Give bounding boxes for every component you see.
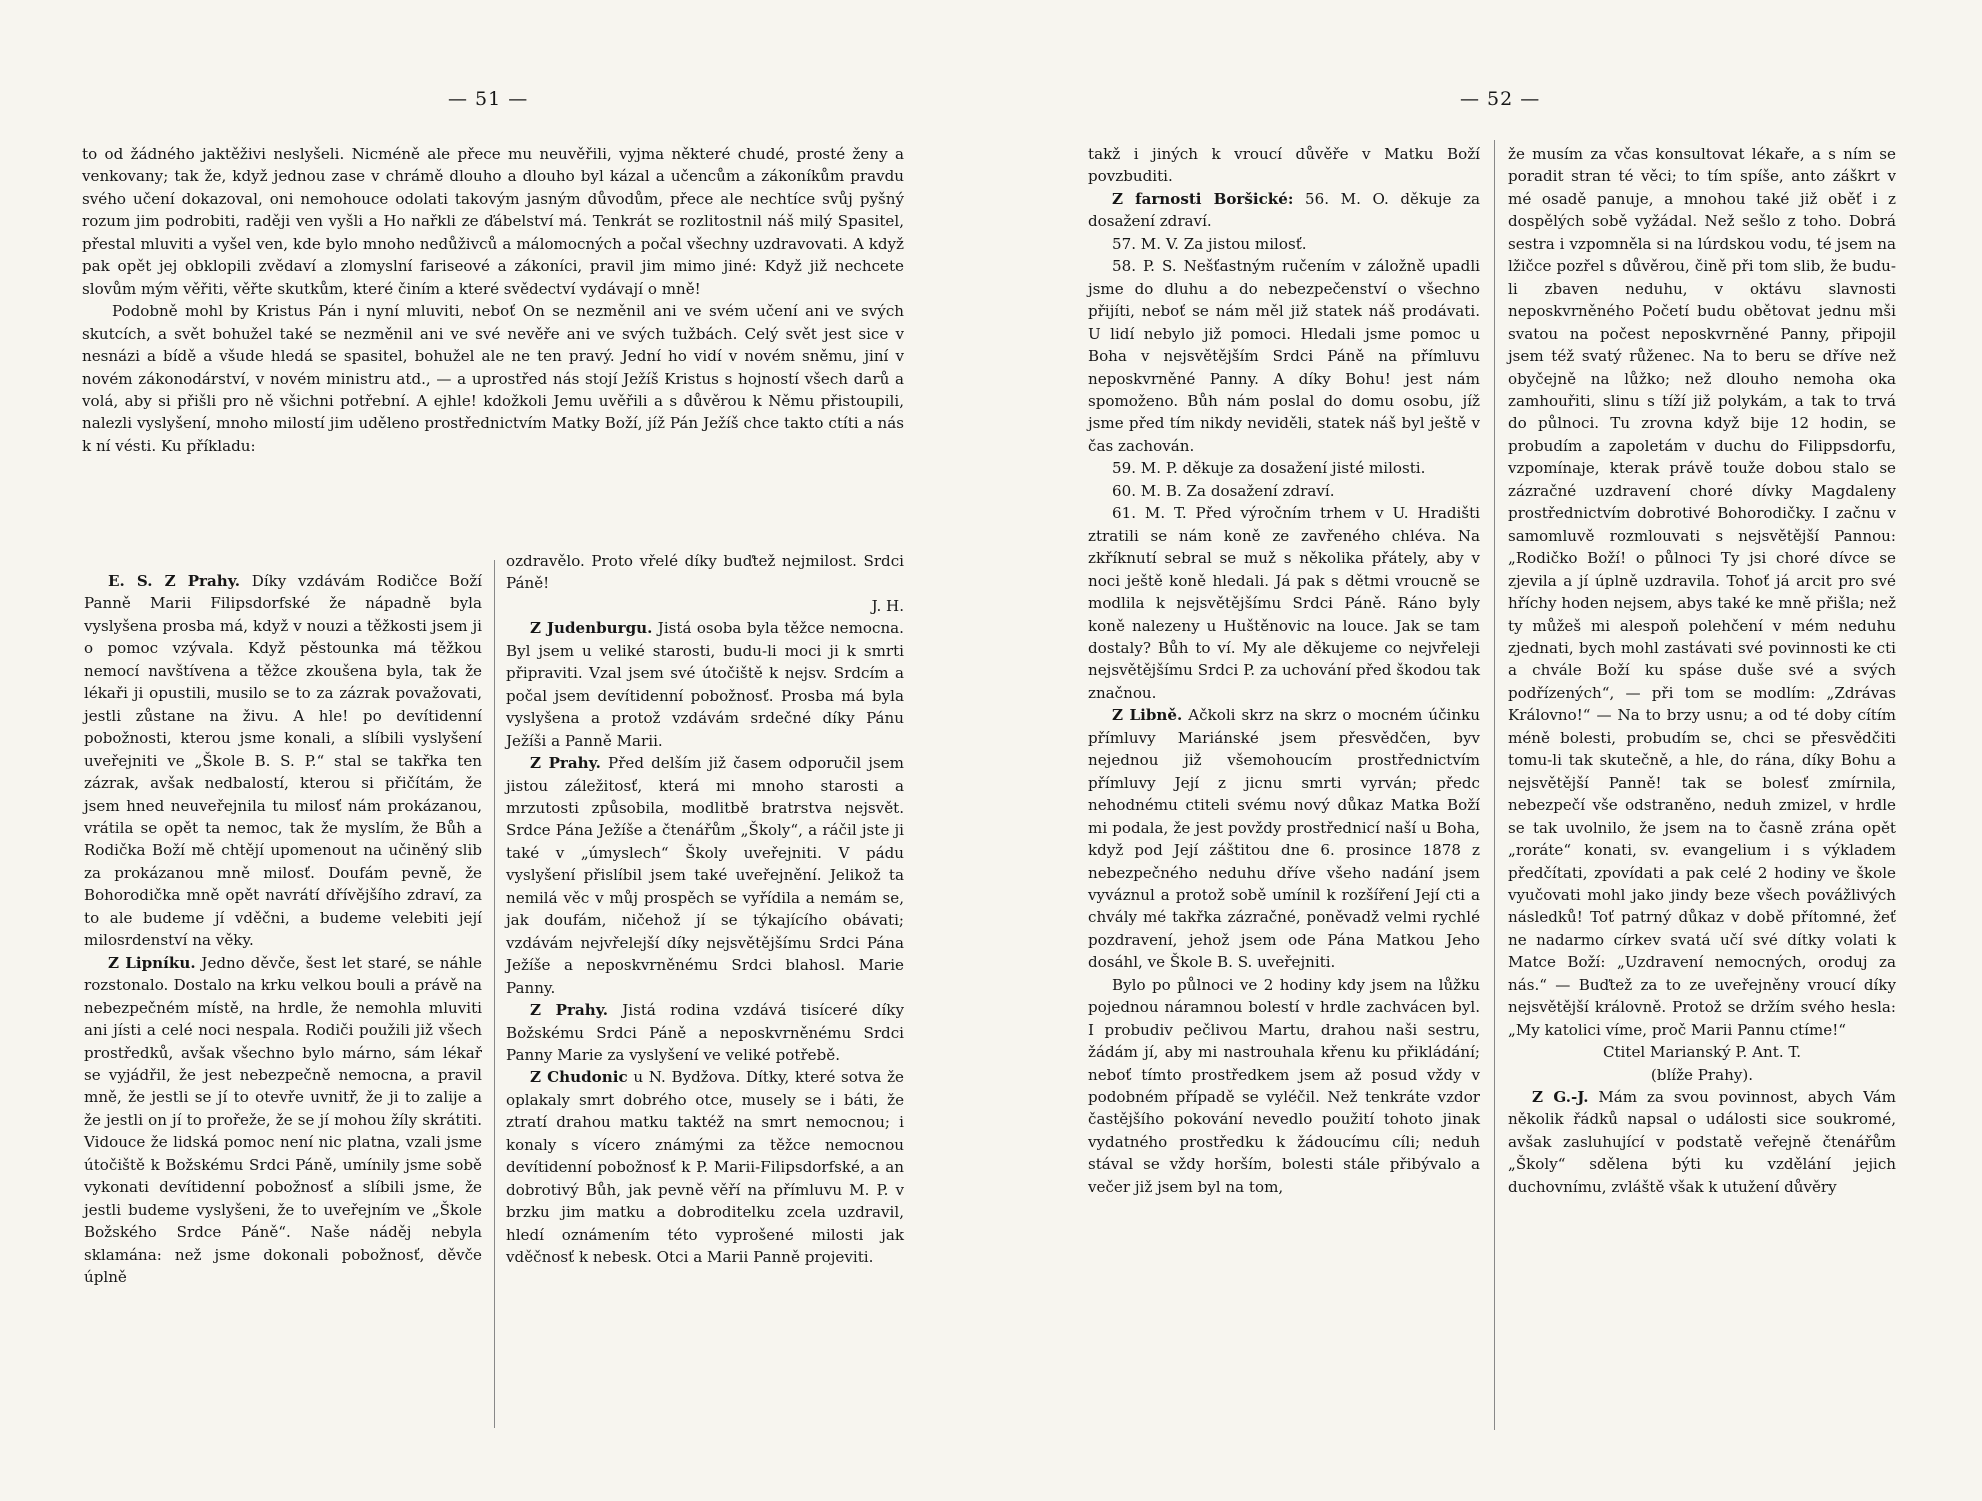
intro-paragraph-2: Podobně mohl by Kristus Pán i nyní mluviti, neboť On se nezměnil ani ve svém učení ani ve svých skutcích, a svět bohužel také se nezměnil ani ve své nevěře ani ve svých tužbách. Celý svět jest sice v nesnázi a bídě a všude hledá se spasitel, bohužel ale ne ten pravý. Jední ho vidí v novém sněmu, jiní v novém zákonodárství, v novém ministru atd., — a uprostřed nás stojí Ježíš Kristus s hojností všech darů a volá, aby si přišli pro ně všichni potřební. A ejhle! kdožkoli Jemu uvěřili a s důvěrou k Němu přistoupili, nalezli vyslyšení, mnoho milostí jim uděleno prostřednictvím Matky Boží, jíž Pán Ježíš chce takto ctíti a nás k ní vésti. Ku příkladu:: [82, 302, 904, 455]
left-intro: [82, 143, 904, 457]
text-z-libne-2: Bylo po půlnoci ve 2 hodiny kdy jsem na lůžku pojednou náramnou bolestí v hrdle zachvácen byl. I probudiv pečlivou Martu, drahou naši sestru, žádám jí, aby mi nastrouhala křenu ku přikládání; neboť tímto prostředkem jsem až posud vždy v podobném případě se vyléčil. Než tenkráte vzdor častějšího pokování nevedlo použití tohoto jinak vydatného prostředku k žádoucímu cíli; neduh stával se vždy horším, bolesti stále přibývalo a večer již jsem byl na tom,: [1088, 975, 1480, 1196]
text-z-g-j: Mám za svou povinnost, abych Vám několik řádků napsal o události sice soukromé, avšak zasluhující v podstatě veřejně čtenářům „Školy“ sdělena býti ku vzdělání jejich duchovnímu, zvláště však k utužení důvěry: [1508, 1088, 1896, 1196]
heading-z-lipniku: Z Lipníku.: [108, 953, 196, 972]
text-z-lipniku: Jedno děvče, šest let staré, se náhle rozstonalo. Dostalo na krku velkou bouli a právě na nebezpečném místě, na hrdle, že nemohla mluviti ani jísti a celé noci nespala. Rodiči použili již všech prostředků, avšak všechno bylo márno, sám lékař se vyjádřil, že jest nebezpečně nemocna, a pravil mně, že jestli se jí to otevře uvnitř, že ji to zalije a že jestli on jí to prořeže, že se jí mohou žíly skrátiti. Vidouce že lidská pomoc není nic platna, vzali jsme útočiště k Božskému Srdci Páně, umínily jsme sobě vykonati devítidenní pobožnosť a slíbili jsme, že jestli budeme vyslyšeni, že to uveřejním ve „Škole Božského Srdce Páně“. Naše náděj nebyla sklamána: než jsme dokonali pobožnosť, děvče úplně: [84, 953, 482, 1287]
heading-e-s-z-prahy: E. S. Z Prahy.: [108, 572, 241, 590]
left-column-1: [84, 570, 482, 1289]
column-divider-right: [1494, 140, 1495, 1430]
text-z-prahy-2: Před delším již časem odporučil jsem jistou záležitosť, která mi mnoho starosti a mrzutosti způsobila, modlitbě bratrstva nejsvět. Srdce Pána Ježíše a čtenářům „Školy“, a ráčil jste ji také v „úmyslech“ Školy uveřejniti. V pádu vyslyšení přislíbil jsem také uveřejnění. Jelikož ta nemilá věc v můj prospěch se vyřídila a nemám se, jak doufám, ničehož jí se týkajícího obávati; vzdávám nejvřelejší díky nejsvětějšímu Srdci Pána Ježíše a neposkvrněnému Srdci blahosl. Marie Panny.: [506, 754, 904, 997]
left-column-2: [506, 550, 904, 1269]
heading-z-libne: Z Libně.: [1112, 706, 1183, 725]
text-z-farnosti-borsicke: 56. M. O. děkuje za dosažení zdraví.: [1088, 189, 1480, 231]
text-continuation-1: ozdravělo. Proto vřelé díky buďtež nejmilost. Srdci Páně!: [506, 552, 904, 593]
text-right-column-2: že musím za včas konsultovat lékaře, a s ním se poradit stran té věci; to tím spíše, anto záškrt v mé osadě panuje, a mnohou také již oběť i z dospělých sobě vyžádal. Než sešlo z toho. Dobrá sestra i vzpomněla si na lúrdskou vodu, té jsem na lžičce pozřel s důvěrou, čině při tom slib, že budu-li zbaven neduhu, v oktávu slavnosti neposkvrněného Početí budu obětovat jednu mši svatou na počest neposkvrněné Panny, připojil jsem též svatý růženec. Na to beru se dříve než obyčejně na lůžko; než dlouho nemoha oka zamhouřiti, slinu s tíží již polykám, a tak to trvá do půlnoci. Tu zrovna když bije 12 hodin, se probudím a zapoletám v duchu do Filippsdorfu, vzpomínaje, kterak právě touže dobou stalo se zázračné uzdravení choré dívky Magdaleny prostřednictvím dobrotivé Bohorodičky. I začnu v samomluvě rozmlouvati s nejsvětější Pannou: „Rodičko Boží! o půlnoci Ty jsi choré dívce se zjevila a jí úplně uzdravila. Tohoť já arcit pro své hříchy hoden nejsem, abys také ke mně přišla; než ty můžeš mi alespoň polehčení v mém neduhu zjednati, bych mohl zastávati své povinnosti ke cti a chvále Boží ku spáse duše své a svých podřízených“, — při tom se modlím: „Zdrávas Královno!“ — Na to brzy usnu; a od té doby cítím méně bolesti, probudím se, chci se přesvědčiti tomu-li tak skutečně, a hle, do rána, díky Bohu a nejsvětější Panně! tak se bolesť zmírnila, nebezpečí vše odstraněno, neduh zmizel, v hrdle se tak uvolnilo, že jsem na to časně zrána opět „roráte“ konati, sv. evangelium i s výkladem předčítati, zpovídati a pak celé 2 hodiny ve škole vyučovati mohl jako jindy beze všech povážlivých následků! Toť patrný důkaz v době přítomné, žeť ne nadarmo církev svatá učí své dítky volati k Matce Boží: „Uzdravení nemocných, oroduj za nás.“ — Buďtež za to ze uveřejněny vroucí díky nejsvětější královně. Protož se držím svého hesla: „My katolici víme, proč Marii Pannu ctíme!“: [1508, 145, 1896, 1039]
page-number-51: — 51 —: [448, 88, 529, 110]
heading-z-prahy-2: Z Prahy.: [530, 754, 601, 773]
right-column-2: [1508, 143, 1896, 1198]
heading-z-judenburgu: Z Judenburgu.: [530, 619, 653, 638]
text-e-s-z-prahy: Díky vzdávám Rodičce Boží Panně Marii Filipsdorfské že nápadně byla vyslyšena prosba má, když v nouzi a těžkosti jsem ji o pomoc vzývala. Když pěstounka má těžkou nemocí navštívena a těžce zkoušena byla, tak že lékaři ji opustili, musilo se to za zázrak považovati, jestli zůstane na živu. A hle! po devítidenní pobožnosti, kterou jsme konali, a slíbili vyslyšení uveřejniti ve „Škole B. S. P.“ stal se takřka ten zázrak, avšak nedbalostí, kterou si přičítám, že jsem hned neuveřejnila tu milosť nám prokázanou, vrátila se opět ta nemoc, tak že myslím, že Bůh a Rodička Boží mě chtějí upomenout na učiněný slib za prokázanou mně milosť. Doufám pevně, že Bohorodička mně opět navrátí dřívějšího zdraví, za to ale budeme jí vděčni, a budeme velebiti její milosrdenství na věky.: [84, 572, 482, 950]
text-z-judenburgu: Jistá osoba byla těžce nemocna. Byl jsem u veliké starosti, budu-li moci ji k smrti připraviti. Vzal jsem své útočiště k nejsv. Srdcím a počal jsem devítidenní pobožnosť. Prosba má byla vyslyšena a protož vzdávám srdečné díky Pánu Ježíši a Panně Marii.: [506, 619, 904, 750]
item-59: 59. M. P. děkuje za dosažení jisté milosti.: [1112, 459, 1426, 478]
heading-z-prahy-3: Z Prahy.: [530, 1001, 609, 1020]
heading-z-chudonic: Z Chudonic: [530, 1068, 628, 1087]
text-continuation-2: takž i jiných k vroucí důvěře v Matku Boží povzbuditi.: [1088, 145, 1480, 186]
signature-place: (blíže Prahy).: [1650, 1065, 1754, 1084]
intro-paragraph-1: to od žádného jaktěživi neslyšeli. Nicméně ale přece mu neuvěřili, vyjma některé chudé, prosté ženy a venkovany; tak že, když jednou zase v chrámě dlouho a dlouho byl kázal a učencům a zákoníkům pravdu svého učení dokazoval, oni nemohouce odolati takovým jasným důvodům, přece ale nechtíce svůj pyšný rozum jim podrobiti, raději ven vyšli a Ho nařkli ze ďábelství má. Tenkrát se rozlitostnil náš milý Spasitel, přestal mluviti a vyšel ven, kde bylo mnoho nedůživců a málomocných a počal všechny uzdravovati. A když pak opět jej obklopili zvědaví a zlomyslní fariseové a zákoníci, pravil jim mimo jiné: Když již nechcete slovům mým věřiti, věřte skutkům, které činím a které svědectví vydávají o mně!: [82, 145, 904, 298]
item-61: 61. M. T. Před výročním trhem v U. Hradišti ztratili se nám koně ze zavřeného chléva. Na zkříknutí sebral se muž s několika přátely, aby v noci ještě koně hledali. Já pak s dětmi vroucně se modlila k nejsvětějšímu Srdci Páně. Ráno byly koně nalezeny u Huštěnovic na louce. Jak se tam dostaly? Bůh to ví. My ale děkujeme co nejvřeleji nejsvětějšímu Srdci P. za uchování před škodou tak značnou.: [1088, 504, 1480, 702]
heading-z-farnosti-borsicke: Z farnosti Boršické:: [1112, 189, 1294, 208]
text-z-libne: Ačkoli skrz na skrz o mocném účinku přímluvy Mariánské jsem přesvědčen, byv nejednou již všemohoucím prostřednictvím přímluvy Její z jicnu smrti vyrván; předc nehodnému ctiteli svému nový důkaz Matka Boží mi podala, že jest povždy prostřednicí naší u Boha, když pod Její záštitou dne 6. prosince 1878 z nebezpečného neduhu dříve všeho nadání jsem vyváznul a protož sobě umínil k rozšíření Její cti a chvály mé takřka zázračné, poněvadž velmi rychlé pozdravení, jehož jsem ode Pána Matkou Jeho dosáhl, ve Škole B. S. uveřejniti.: [1088, 706, 1480, 972]
text-z-chudonic: u N. Bydžova. Dítky, které sotva že oplakaly smrt dobrého otce, musely se i báti, že ztratí drahou matku taktéž na smrt nemocnou; i konaly s vícero známými za těžce nemocnou devítidenní pobožnosť k P. Marii-Filipsdorfské, a an dobrotivý Bůh, jak pevně věří na přímluvu M. P. v brzku jim matku a dobroditelku zcela uzdravil, hledí oznámením této vyprošené milosti jak vděčnosť k nebesk. Otci a Marii Panně projeviti.: [506, 1068, 904, 1267]
page-number-52: — 52 —: [1460, 88, 1541, 110]
heading-z-g-j: Z G.-J.: [1532, 1088, 1589, 1107]
item-60: 60. M. B. Za dosažení zdraví.: [1112, 481, 1335, 500]
signature-ctitel: Ctitel Marianský P. Ant. T.: [1602, 1043, 1802, 1062]
text-z-prahy-3: Jistá rodina vzdává tisíceré díky Božskému Srdci Páně a neposkvrněnému Srdci Panny Marie za vyslyšení ve veliké potřebě.: [506, 1001, 904, 1064]
item-58: 58. P. S. Nešťastným ručením v záložně upadli jsme do dluhu a do nebezpečenství o všechno přijíti, neboť se nám měl již statek náš prodávati. U lidí nebylo již pomoci. Hledali jsme pomoc u Boha v nejsvětějším Srdci Páně na přímluvu neposkvrněné Panny. A díky Bohu! jest nám spomoženo. Bůh nám poslal do domu osobu, jíž jsme před tím nikdy neviděli, statek náš byl ještě v čas zachován.: [1088, 257, 1480, 455]
item-57: 57. M. V. Za jistou milosť.: [1112, 234, 1307, 253]
signature-j-h: J. H.: [871, 596, 904, 615]
right-column-1: [1088, 143, 1480, 1198]
column-divider-left: [494, 560, 495, 1428]
